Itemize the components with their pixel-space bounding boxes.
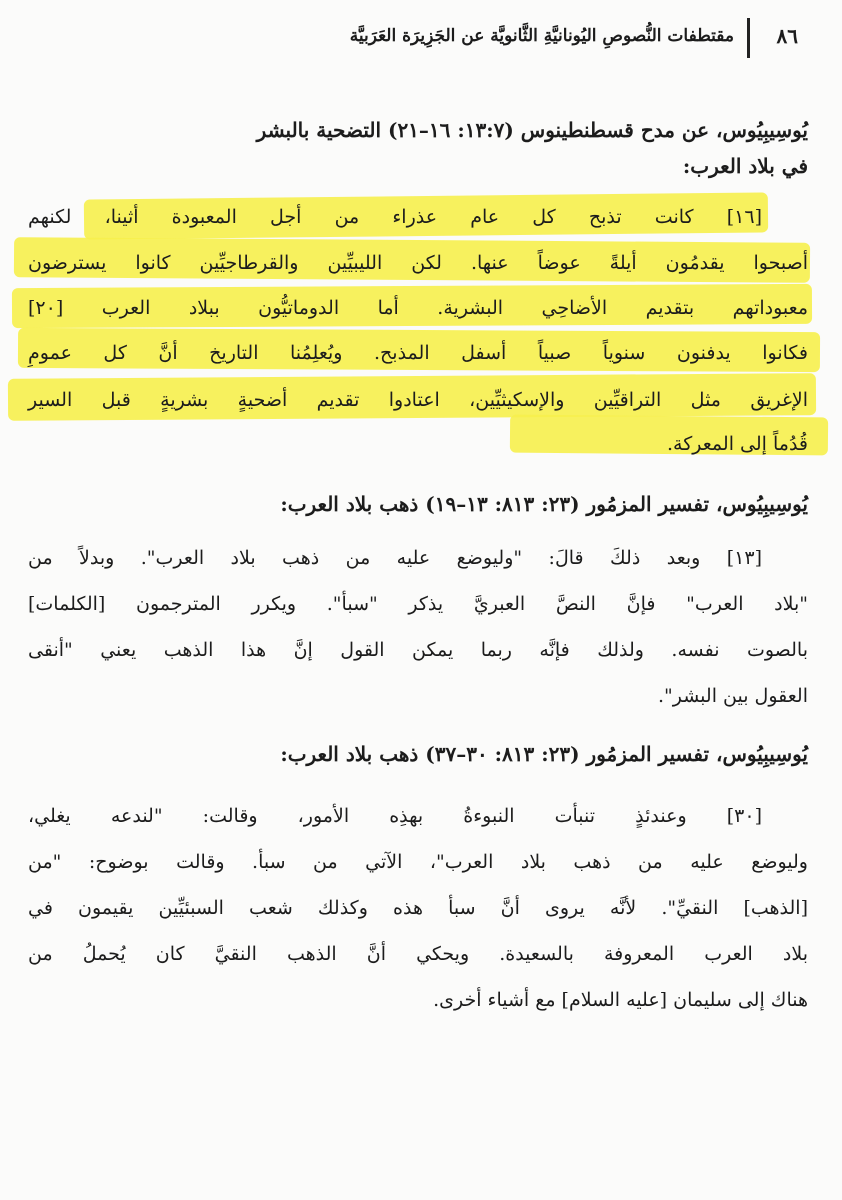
text-line: بالصوت نفسه. ولذلك فإنَّه ربما يمكن القول إنَّ هذا الذهب يعني "أنقى: [28, 639, 808, 661]
text-line: بلاد العرب المعروفة بالسعيدة. ويحكي أنَّ الذهب النقيَّ كان يُحملُ من: [28, 943, 808, 965]
text-line: أصبحوا يقدمُون أيلةً عوضاً عنها. لكن الليبيِّين والقرطاجيِّين كانوا يسترضون: [28, 252, 808, 274]
section-heading: [28, 736, 808, 772]
text-line: [١٦] كانت تذبح كل عام عذراء من أجل المعبودة أثينا، لكنهم: [28, 206, 762, 228]
heading-line: يُوسِيبِيُوس، عن مدح قسطنطينوس (١٣:٧: ١٦–٢١) التضحية بالبشر: [256, 118, 808, 142]
section-heading: [28, 112, 808, 184]
running-title: مقتطفات النُّصوصِ اليُونانيَّةِ الثَّانويَّة عن الجَزِيرَة العَرَبيَّة: [349, 26, 734, 46]
running-header: [60, 14, 806, 54]
text-line: [١٣] وبعد ذلكَ قالَ: "وليوضع عليه من ذهب بلاد العرب". وبدلاً من: [28, 547, 762, 569]
heading-line: يُوسِيبِيُوس، تفسير المزمُور (٢٣: ٨١٣: ٣٠–٣٧) ذهب بلاد العرب:: [280, 742, 808, 766]
heading-line: يُوسِيبِيُوس، تفسير المزمُور (٢٣: ٨١٣: ١٣–١٩) ذهب بلاد العرب:: [280, 492, 808, 516]
text-line: معبوداتهم بتقديم الأضاحِي البشرية. أما الدوماتيُّون ببلاد العرب [٢٠]: [28, 297, 808, 319]
text-line: وليوضع عليه من ذهب بلاد العرب"، الآتي من سبأ. وقالت بوضوح: "من: [28, 851, 808, 873]
text-line: [الذهب] النقيِّ". لأنَّه يروى أنَّ سبأ هذه وكذلك شعب السبئيِّين يقيمون في: [28, 897, 808, 919]
text-line: هناك إلى سليمان [عليه السلام] مع أشياء أخرى.: [433, 989, 808, 1011]
text-line: [٣٠] وعندئذٍ تنبأت النبوءةُ بهذِه الأمور، وقالت: "لندعه يغلي،: [28, 805, 762, 827]
text-line: الإغريق مثل التراقيِّين والإسكيثيِّين، اعتادوا تقديم أضحيةٍ بشريةٍ قبل السير: [28, 389, 808, 411]
page-number: ٨٦: [776, 24, 798, 48]
text-line: العقول بين البشر".: [657, 685, 808, 707]
text-line: "بلاد العرب" فإنَّ النصَّ العبريَّ يذكر "سبأ". ويكرر المترجمون [الكلمات]: [28, 593, 808, 615]
text-line: فكانوا يدفنون سنوياً صبياً أسفل المذبح. ويُعلِمُنا التاريخ أنَّ كل عمومِ: [28, 342, 808, 364]
header-divider: [747, 18, 750, 58]
heading-line: في بلاد العرب:: [682, 154, 808, 178]
section-heading: [28, 486, 808, 522]
text-line: قُدُماً إلى المعركة.: [667, 433, 808, 455]
